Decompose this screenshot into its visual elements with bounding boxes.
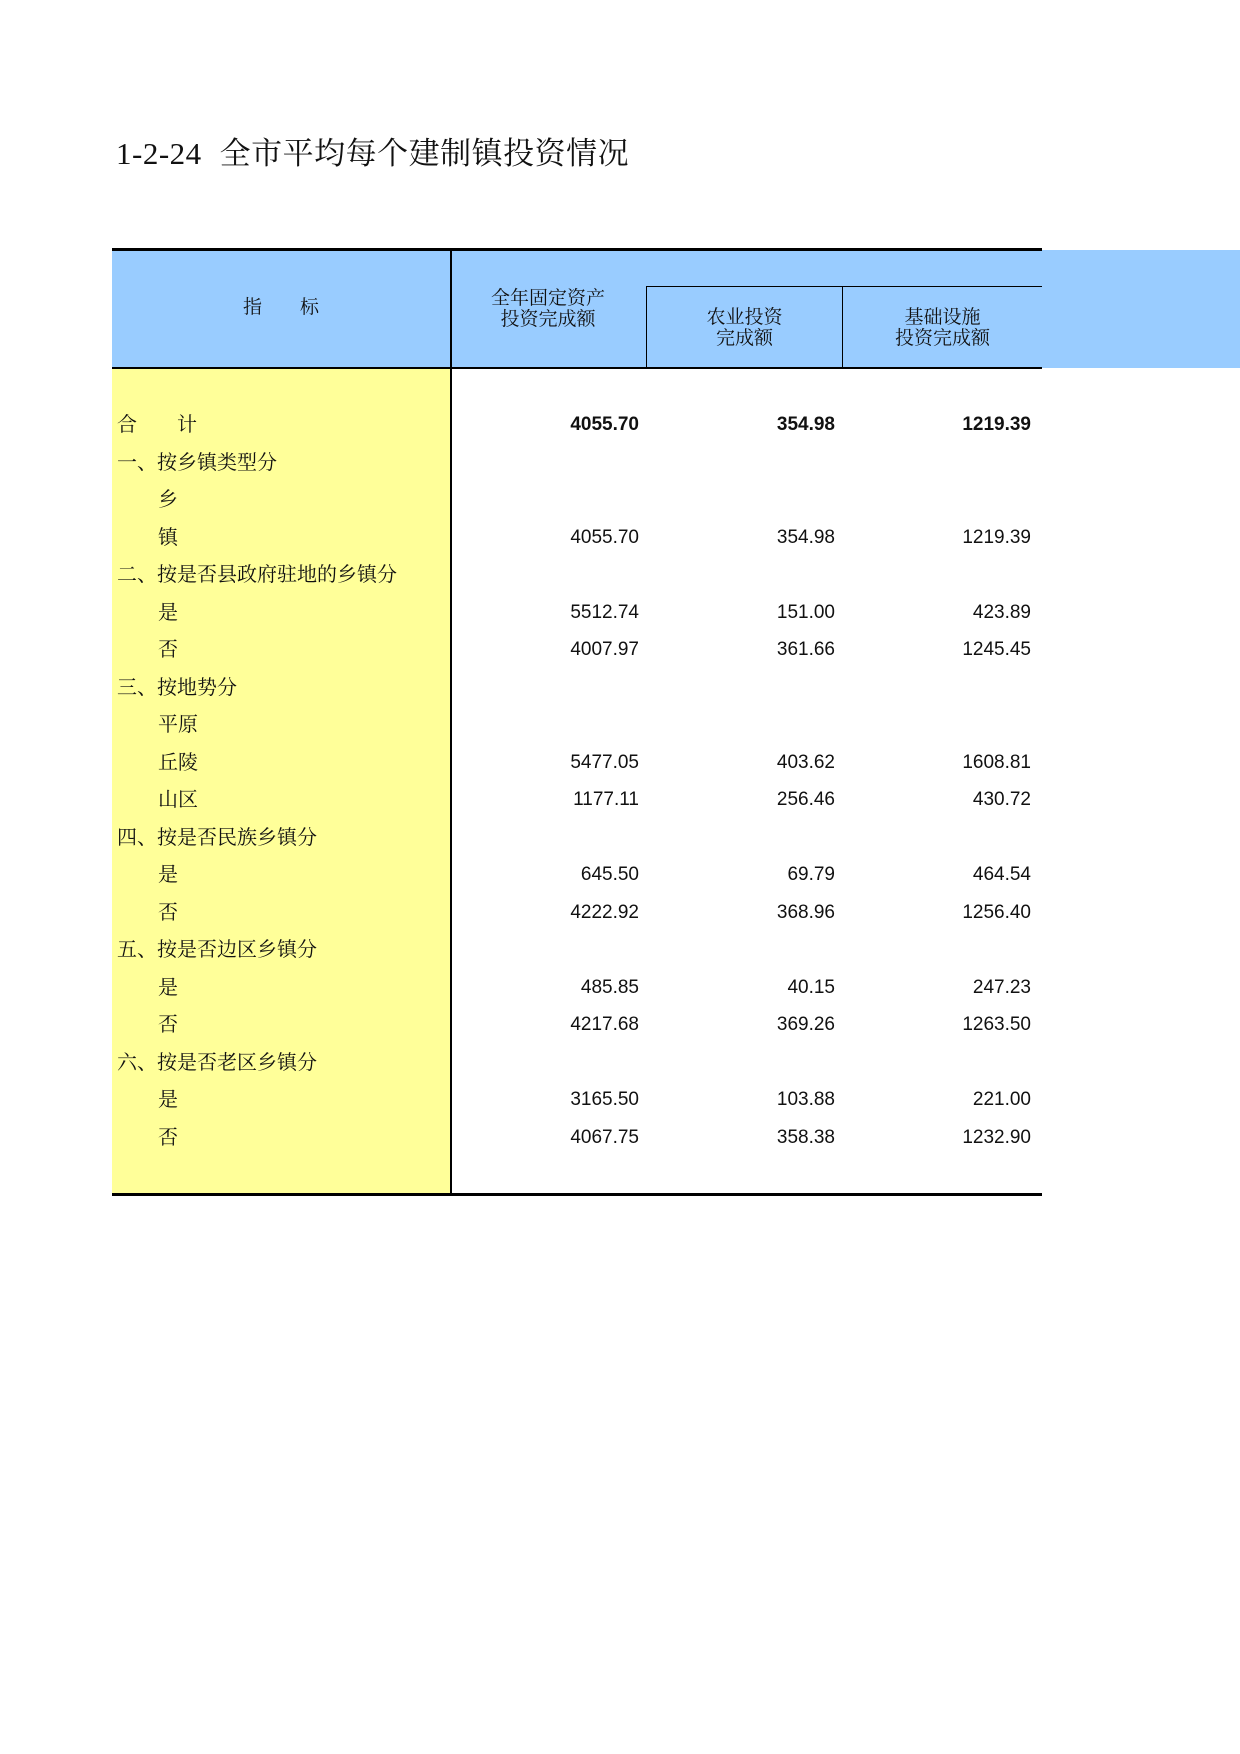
table-row (0, 594, 1240, 631)
table-row (0, 406, 1240, 443)
infra-investment-value (847, 669, 1031, 706)
infra-investment-value: 423.89 (972, 601, 1031, 623)
infra-investment-value: 464.54 (972, 864, 1031, 885)
agri-investment-value: 403.62 (776, 751, 835, 773)
table-row (0, 781, 1240, 818)
agri-investment-header-line2: 完成额 (715, 327, 773, 349)
table-row (0, 819, 1240, 856)
infra-investment-value (847, 819, 1031, 856)
row-label: 三、按地势分 (117, 674, 237, 699)
table-row (0, 631, 1240, 668)
infra-investment-value (847, 1044, 1031, 1081)
table-row (0, 556, 1240, 593)
infra-investment-header-line2: 投资完成额 (894, 327, 990, 349)
agri-investment-value: 358.38 (776, 1126, 835, 1148)
table-row (0, 894, 1240, 931)
table-row (0, 519, 1240, 556)
total-investment-value: 4007.97 (570, 639, 639, 660)
table-row (0, 669, 1240, 706)
row-label: 是 (158, 974, 178, 999)
total-investment-value: 1177.11 (573, 789, 639, 810)
infra-investment-value: 1245.45 (962, 639, 1031, 660)
total-investment-value (455, 819, 639, 856)
row-label: 镇 (158, 524, 178, 549)
agri-investment-value (651, 556, 835, 593)
agri-investment-value: 40.15 (787, 976, 835, 998)
table-row (0, 481, 1240, 518)
row-label: 四、按是否民族乡镇分 (117, 824, 317, 849)
row-label: 合 计 (117, 412, 197, 436)
row-label: 山区 (158, 787, 198, 811)
agri-investment-value: 354.98 (776, 414, 835, 435)
infra-investment-header-line1: 基础设施 (904, 306, 981, 328)
page-title (116, 128, 629, 173)
total-investment-value: 4055.70 (570, 526, 639, 548)
table-row (0, 744, 1240, 781)
row-label: 丘陵 (158, 749, 198, 774)
table-title-text: 全市平均每个建制镇投资情况 (219, 136, 630, 172)
total-investment-value: 4055.70 (570, 414, 639, 435)
agri-investment-value (651, 481, 835, 518)
agri-investment-value: 368.96 (776, 901, 835, 923)
total-investment-value (455, 556, 639, 593)
agri-investment-value: 354.98 (776, 526, 835, 548)
total-investment-value (455, 931, 639, 968)
agri-investment-value (651, 669, 835, 706)
table-row (0, 1006, 1240, 1043)
row-label: 平原 (158, 712, 198, 736)
infra-investment-value (847, 556, 1031, 593)
infra-investment-value: 247.23 (972, 976, 1031, 998)
table-code: 1-2-24 (116, 136, 202, 171)
total-investment-value: 5477.05 (570, 751, 639, 773)
agri-investment-value: 369.26 (776, 1014, 835, 1035)
row-label: 是 (158, 862, 178, 886)
total-investment-header (452, 288, 644, 330)
agri-investment-value: 69.79 (787, 864, 835, 885)
agri-investment-value (651, 819, 835, 856)
infra-investment-value (847, 444, 1031, 481)
infra-investment-value (847, 931, 1031, 968)
total-investment-header-line2: 投资完成额 (500, 308, 596, 330)
infra-investment-value (847, 481, 1031, 518)
infra-investment-value: 221.00 (972, 1089, 1031, 1110)
row-label: 否 (158, 1124, 178, 1149)
row-label: 一、按乡镇类型分 (117, 449, 277, 474)
table-row (0, 969, 1240, 1006)
row-label: 否 (158, 1012, 178, 1036)
table-row (0, 1081, 1240, 1118)
subheader-rule (646, 286, 1042, 287)
table-row (0, 856, 1240, 893)
agri-investment-value: 256.46 (776, 789, 835, 810)
row-label: 乡 (158, 487, 178, 511)
agri-investment-value (651, 931, 835, 968)
agri-investment-value: 361.66 (776, 639, 835, 660)
infra-investment-value: 430.72 (972, 789, 1031, 810)
header-bottom-rule (112, 367, 1042, 369)
total-investment-value (455, 1044, 639, 1081)
agri-investment-header (647, 307, 842, 349)
total-investment-value: 4217.68 (570, 1014, 639, 1035)
agri-investment-header-line1: 农业投资 (706, 306, 783, 328)
agri-investment-value (651, 706, 835, 743)
total-investment-value: 3165.50 (570, 1089, 639, 1110)
row-label: 否 (158, 637, 178, 661)
total-investment-value: 485.85 (580, 976, 639, 998)
top-rule (112, 248, 1042, 251)
total-investment-header-line1: 全年固定资产 (490, 287, 605, 309)
infra-investment-header (843, 307, 1042, 349)
row-label: 是 (158, 599, 178, 624)
table-row (0, 1119, 1240, 1156)
row-label: 是 (158, 1087, 178, 1111)
total-investment-value (455, 481, 639, 518)
total-investment-value (455, 444, 639, 481)
bottom-rule (112, 1193, 1042, 1196)
infra-investment-value: 1219.39 (962, 414, 1031, 435)
total-investment-value (455, 706, 639, 743)
agri-investment-value (651, 444, 835, 481)
infra-investment-value: 1219.39 (962, 526, 1031, 548)
row-label: 否 (158, 899, 178, 924)
infra-investment-value: 1232.90 (962, 1126, 1031, 1148)
row-label: 二、按是否县政府驻地的乡镇分 (117, 562, 397, 586)
agri-investment-value (651, 1044, 835, 1081)
table-row (0, 444, 1240, 481)
total-investment-value: 5512.74 (570, 601, 639, 623)
table-row (0, 706, 1240, 743)
indicator-header (112, 297, 450, 318)
agri-investment-value: 103.88 (776, 1089, 835, 1110)
infra-investment-value: 1263.50 (962, 1014, 1031, 1035)
total-investment-value: 4222.92 (570, 901, 639, 923)
infra-investment-value (847, 706, 1031, 743)
agri-investment-value: 151.00 (776, 601, 835, 623)
indicator-header-label: 指 标 (242, 296, 319, 318)
total-investment-value: 645.50 (580, 864, 639, 885)
total-investment-value: 4067.75 (570, 1126, 639, 1148)
table-row (0, 931, 1240, 968)
row-label: 五、按是否边区乡镇分 (117, 937, 317, 961)
total-investment-value (455, 669, 639, 706)
table-row (0, 1044, 1240, 1081)
infra-investment-value: 1608.81 (962, 751, 1031, 773)
infra-investment-value: 1256.40 (962, 901, 1031, 923)
row-label: 六、按是否老区乡镇分 (117, 1049, 317, 1074)
